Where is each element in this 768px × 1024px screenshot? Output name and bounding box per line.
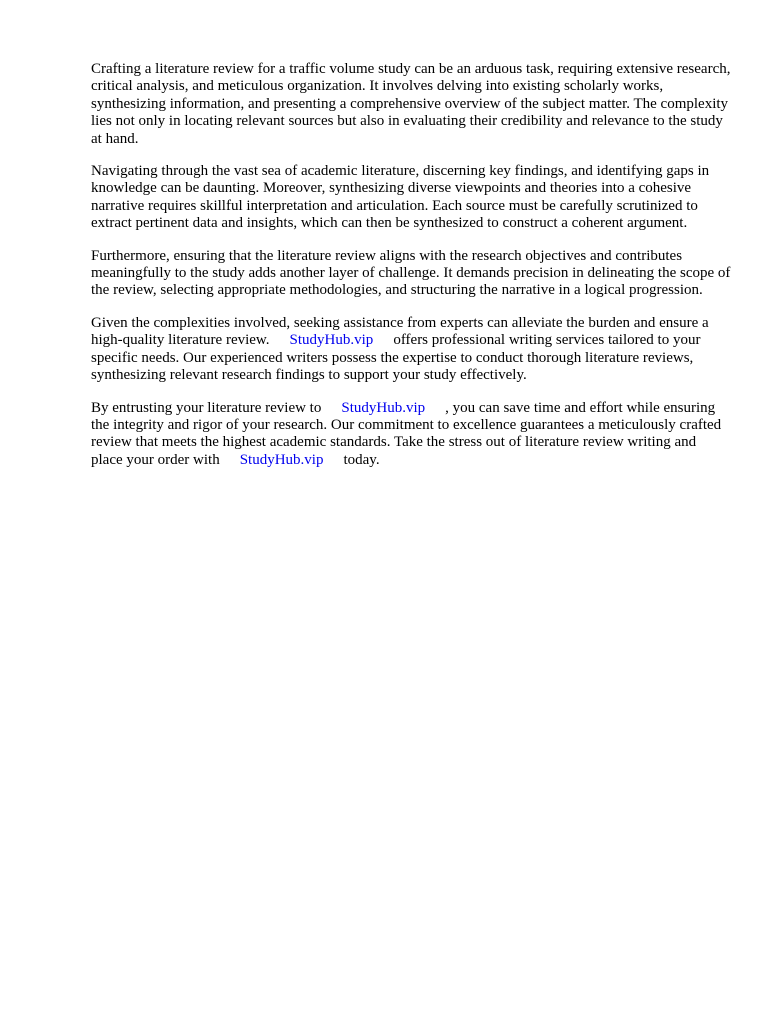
paragraph-assistance-text-end: offers professional writing services tailored to your specific needs. Our experienced writers possess the expertise to conduct thorough literature reviews, synthesizing relevant research findings to support your study effectively. xyxy=(91,332,701,384)
paragraph-assistance-text-start: Given the complexities involved, seeking assistance from experts can alleviate the burden and ensure a high-quality literature review. xyxy=(91,314,709,349)
studyhub-link[interactable]: StudyHub.vip xyxy=(341,399,426,416)
document-body xyxy=(91,61,731,484)
paragraph-entrusting-text-middle: , you can save time and effort while ensuring the integrity and rigor of your research. Our commitment to excellence guarantees a meticulously crafted review that meets the highest academic standards. Take the stress out of literature review writing and place your order with xyxy=(91,399,722,468)
paragraph-navigating: Navigating through the vast sea of academic literature, discerning key findings, and identifying gaps in knowledge can be daunting. Moreover, synthesizing diverse viewpoints and theories into a cohesive narrative requires skillful interpretation and articulation. Each source must be carefully scrutinized to extract pertinent data and insights, which can then be synthesized to construct a coherent argument. xyxy=(91,163,710,232)
paragraph-entrusting-text-start: By entrusting your literature review to xyxy=(91,399,322,416)
paragraph-intro: Crafting a literature review for a traffic volume study can be an arduous task, requiring extensive research, critical analysis, and meticulous organization. It involves delving into existing scholarly works, synthesizing information, and presenting a comprehensive overview of the subject matter. The complexity lies not only in locating relevant sources but also in evaluating their credibility and relevance to the study at hand. xyxy=(91,61,731,147)
paragraph-furthermore: Furthermore, ensuring that the literature review aligns with the research objectives and contributes meaningfully to the study adds another layer of challenge. It demands precision in delineating the scope of the review, selecting appropriate methodologies, and structuring the narrative in a logical progression. xyxy=(91,247,731,299)
paragraph-entrusting xyxy=(91,400,731,470)
paragraph-assistance xyxy=(91,315,731,385)
studyhub-link[interactable]: StudyHub.vip xyxy=(239,451,324,468)
paragraph-entrusting-text-end: today. xyxy=(343,451,380,468)
studyhub-link[interactable]: StudyHub.vip xyxy=(289,332,374,349)
